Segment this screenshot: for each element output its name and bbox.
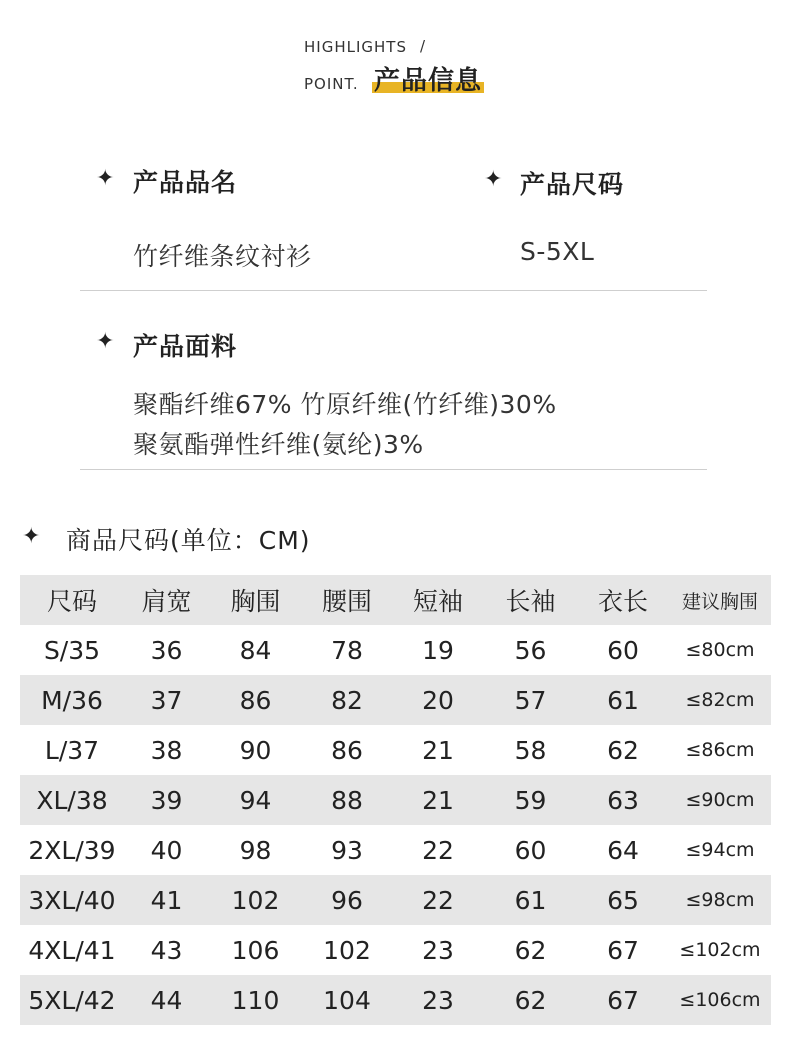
table-cell: 61	[514, 885, 547, 915]
table-cell: ≤102cm	[679, 939, 761, 961]
table-cell: ≤106cm	[679, 989, 761, 1011]
sparkle-icon: ✦	[484, 167, 503, 192]
table-cell: 37	[150, 685, 183, 715]
table-row	[20, 825, 771, 875]
table-row	[20, 975, 771, 1025]
table-cell: 43	[150, 935, 183, 965]
table-cell: 93	[331, 835, 363, 865]
table-cell: 23	[422, 985, 454, 1015]
column-header: 衣长	[597, 587, 648, 616]
table-cell: 22	[422, 885, 454, 915]
table-cell: 106	[231, 935, 280, 965]
column-header: 长袖	[505, 587, 556, 616]
table-cell: M/36	[41, 685, 103, 715]
table-header-row	[20, 575, 771, 625]
table-row	[20, 625, 771, 675]
table-cell: 102	[323, 935, 371, 965]
column-header: 尺码	[46, 587, 97, 616]
highlights-label: HIGHLIGHTS	[304, 38, 407, 56]
table-cell: 84	[239, 635, 272, 665]
divider	[80, 469, 707, 470]
table-cell: 64	[607, 835, 639, 865]
column-header: 建议胸围	[681, 590, 758, 613]
fabric-line-2: 聚氨酯弹性纤维(氨纶)3%	[133, 430, 424, 459]
column-header: 肩宽	[141, 587, 192, 616]
table-row	[20, 775, 771, 825]
table-row	[20, 925, 771, 975]
table-cell: XL/38	[36, 785, 108, 815]
table-cell: 5XL/42	[28, 985, 116, 1015]
table-cell: 86	[331, 735, 363, 765]
column-header: 短袖	[412, 587, 463, 616]
table-row	[20, 875, 771, 925]
table-cell: 82	[331, 685, 363, 715]
table-cell: 36	[150, 635, 183, 665]
table-cell: 110	[231, 985, 280, 1015]
sparkle-icon: ✦	[22, 524, 41, 549]
table-cell: 4XL/41	[28, 935, 116, 965]
table-cell: 62	[514, 935, 547, 965]
point-label: POINT.	[304, 75, 359, 93]
table-cell: S/35	[43, 635, 101, 665]
table-cell: 3XL/40	[28, 885, 116, 915]
table-cell: 56	[514, 635, 547, 665]
table-cell: 39	[150, 785, 183, 815]
table-cell: 41	[150, 885, 183, 915]
table-cell: 102	[231, 885, 280, 915]
table-cell: ≤94cm	[685, 839, 755, 861]
table-cell: 40	[150, 835, 183, 865]
table-cell: 20	[422, 685, 454, 715]
table-cell: ≤98cm	[685, 889, 755, 911]
table-cell: 94	[239, 785, 272, 815]
table-cell: 58	[514, 735, 547, 765]
product-size-value: S-5XL	[520, 237, 595, 266]
table-cell: 78	[331, 635, 363, 665]
table-cell: 65	[607, 885, 639, 915]
table-cell: 67	[607, 935, 639, 965]
table-cell: ≤86cm	[685, 739, 755, 761]
table-cell: 62	[607, 735, 639, 765]
table-row	[20, 725, 771, 775]
header-slash: /	[420, 37, 426, 55]
table-cell: 59	[514, 785, 547, 815]
table-cell: 2XL/39	[28, 835, 116, 865]
table-cell: 60	[607, 635, 639, 665]
size-table	[20, 575, 771, 1025]
table-cell: 88	[331, 785, 363, 815]
table-cell: 86	[239, 685, 272, 715]
table-cell: 63	[607, 785, 639, 815]
table-cell: 21	[422, 785, 454, 815]
table-cell: 104	[323, 985, 371, 1015]
table-cell: 57	[514, 685, 547, 715]
table-cell: 19	[422, 635, 454, 665]
table-cell: L/37	[44, 735, 100, 765]
table-row	[20, 675, 771, 725]
table-cell: ≤90cm	[685, 789, 755, 811]
table-cell: 21	[422, 735, 454, 765]
table-cell: ≤82cm	[685, 689, 755, 711]
product-name-label: 产品品名	[133, 168, 238, 197]
product-fabric-label: 产品面料	[133, 332, 238, 361]
divider	[80, 290, 707, 291]
column-header: 胸围	[230, 587, 281, 616]
table-cell: 90	[239, 735, 272, 765]
size-chart-title: 商品尺码(单位：CM)	[66, 526, 311, 555]
product-name-value: 竹纤维条纹衬衫	[133, 242, 312, 271]
table-cell: 61	[607, 685, 639, 715]
section-title: 产品信息	[374, 66, 483, 96]
table-cell: 44	[150, 985, 183, 1015]
column-header: 腰围	[321, 587, 372, 616]
table-cell: 38	[150, 735, 183, 765]
table-cell: 22	[422, 835, 454, 865]
table-cell: 60	[514, 835, 547, 865]
fabric-line-1: 聚酯纤维67% 竹原纤维(竹纤维)30%	[133, 390, 557, 419]
table-cell: 96	[331, 885, 363, 915]
sparkle-icon: ✦	[96, 329, 115, 354]
table-cell: 98	[239, 835, 272, 865]
product-size-label: 产品尺码	[520, 170, 625, 199]
table-cell: ≤80cm	[685, 639, 755, 661]
table-cell: 67	[607, 985, 639, 1015]
sparkle-icon: ✦	[96, 166, 115, 191]
table-cell: 23	[422, 935, 454, 965]
table-cell: 62	[514, 985, 547, 1015]
